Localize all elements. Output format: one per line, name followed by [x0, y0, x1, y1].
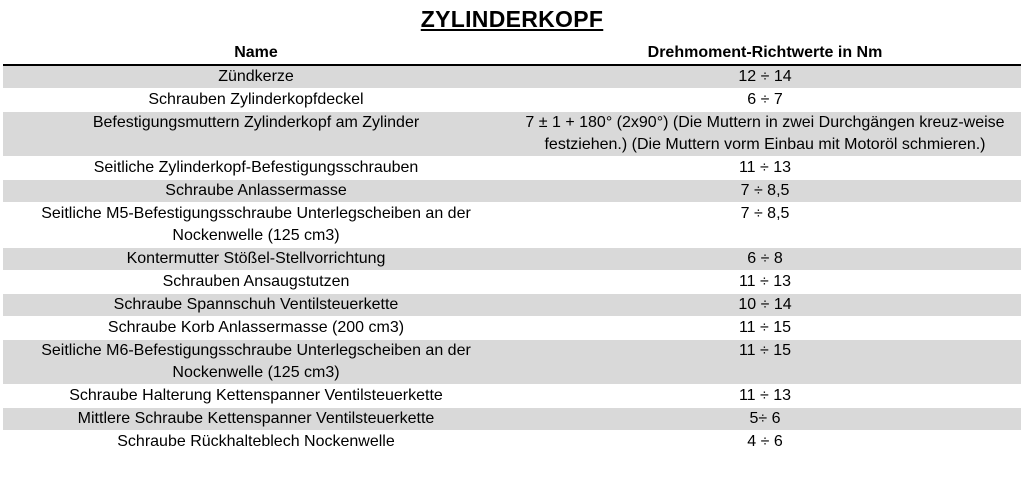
table-row: [3, 248, 1021, 271]
row-value: 12 ÷ 14: [509, 65, 1021, 89]
row-name: Befestigungsmuttern Zylinderkopf am Zylinder: [3, 112, 509, 157]
row-name: Schrauben Ansaugstutzen: [3, 271, 509, 294]
table-row: [3, 294, 1021, 317]
row-value: 6 ÷ 8: [509, 248, 1021, 271]
row-value: 7 ÷ 8,5: [509, 180, 1021, 203]
row-name: Seitliche M6-Befestigungsschraube Unterlegscheiben an der Nockenwelle (125 cm3): [3, 340, 509, 385]
row-name: Seitliche Zylinderkopf-Befestigungsschrauben: [3, 157, 509, 180]
column-header-torque: Drehmoment-Richtwerte in Nm: [509, 42, 1021, 65]
row-value: 10 ÷ 14: [509, 294, 1021, 317]
row-value: 6 ÷ 7: [509, 89, 1021, 112]
page-title: ZYLINDERKOPF: [420, 6, 604, 32]
row-name: Mittlere Schraube Kettenspanner Ventilsteuerkette: [3, 408, 509, 431]
table-row: [3, 112, 1021, 157]
table-row: [3, 180, 1021, 203]
row-value: 11 ÷ 13: [509, 157, 1021, 180]
table-row: [3, 271, 1021, 294]
row-value: 7 ± 1 + 180° (2x90°) (Die Muttern in zwei Durchgängen kreuz-weise festziehen.) (Die Muttern vorm Einbau mit Motoröl schmieren.): [509, 112, 1021, 157]
row-name: Kontermutter Stößel-Stellvorrichtung: [3, 248, 509, 271]
row-name: Zündkerze: [3, 65, 509, 89]
table-row: [3, 431, 1021, 454]
row-value: 7 ÷ 8,5: [509, 203, 1021, 248]
table-row: [3, 340, 1021, 385]
table-row: [3, 408, 1021, 431]
row-name: Schraube Korb Anlassermasse (200 cm3): [3, 317, 509, 340]
row-value: 11 ÷ 15: [509, 317, 1021, 340]
row-name: Schrauben Zylinderkopfdeckel: [3, 89, 509, 112]
row-value: 5÷ 6: [509, 408, 1021, 431]
table-row: [3, 65, 1021, 89]
table-row: [3, 203, 1021, 248]
row-name: Schraube Spannschuh Ventilsteuerkette: [3, 294, 509, 317]
row-value: 11 ÷ 15: [509, 340, 1021, 385]
row-name: Schraube Rückhalteblech Nockenwelle: [3, 431, 509, 454]
table-row: [3, 317, 1021, 340]
row-name: Seitliche M5-Befestigungsschraube Unterlegscheiben an der Nockenwelle (125 cm3): [3, 203, 509, 248]
row-value: 4 ÷ 6: [509, 431, 1021, 454]
table-row: [3, 89, 1021, 112]
column-header-name: Name: [3, 42, 509, 65]
torque-table: [3, 42, 1021, 454]
row-value: 11 ÷ 13: [509, 385, 1021, 408]
table-row: [3, 157, 1021, 180]
row-value: 11 ÷ 13: [509, 271, 1021, 294]
row-name: Schraube Anlassermasse: [3, 180, 509, 203]
table-row: [3, 385, 1021, 408]
row-name: Schraube Halterung Kettenspanner Ventilsteuerkette: [3, 385, 509, 408]
table-header-row: [3, 42, 1021, 65]
